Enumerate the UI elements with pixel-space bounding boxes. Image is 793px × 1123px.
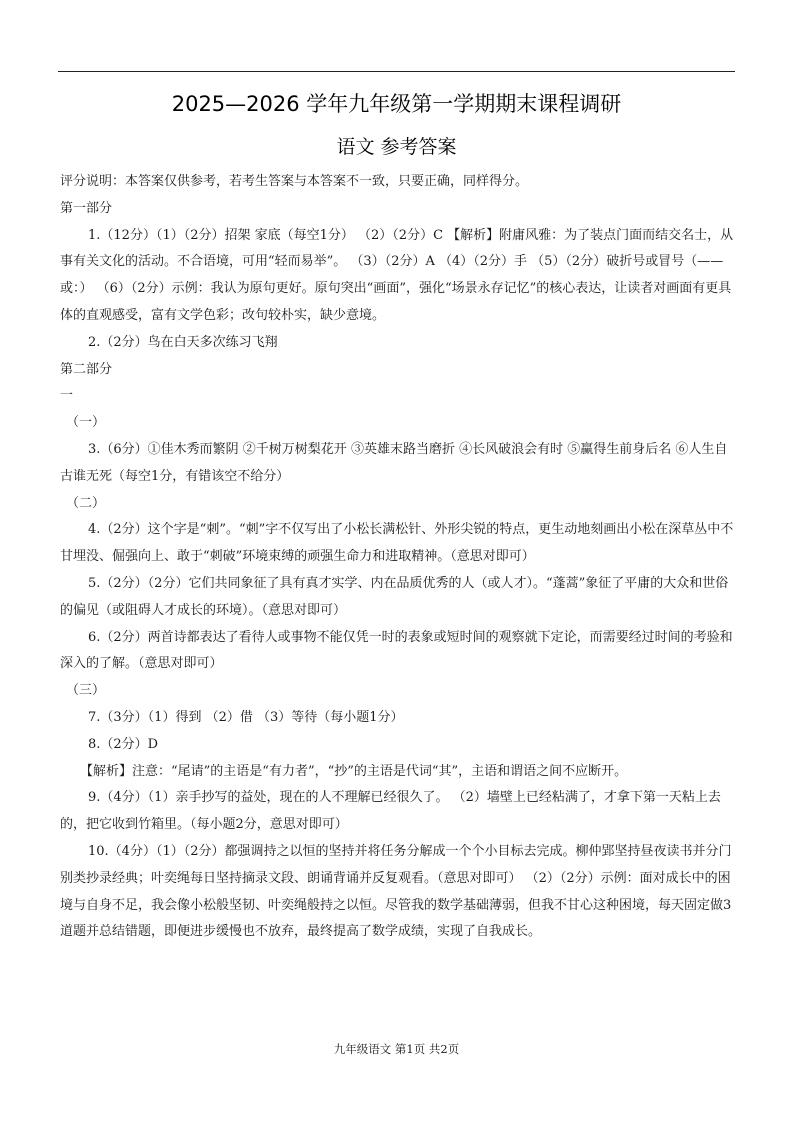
top-rule [58, 71, 735, 72]
answer-q6: 6.（2分）两首诗都表达了看待人或事物不能仅凭一时的表象或短时间的观察就下定论，而需要经过时间的考验和深入的了解。（意思对即可） [60, 629, 733, 672]
answer-q5: 5.（2分）（2分）它们共同象征了具有真才实学、内在品质优秀的人（或人才）。“蓬蒿”象征了平庸的大众和世俗的偏见（或阻碍人才成长的环境）。（意思对即可） [60, 575, 729, 618]
scoring-note: 评分说明：本答案仅供参考，若考生答案与本答案不一致，只要正确，同样得分。 [60, 174, 529, 189]
answer-q3: 3.（6分）①佳木秀而繁阴 ②千树万树梨花开 ③英雄末路当磨折 ④长风破浪会有时 ⑤赢得生前身后名 ⑥人生自古谁无死（每空1分，有错该空不给分） [60, 441, 728, 484]
answer-q1: 1.（12分）（1）（2分）招架 家底（每空1分） （2）（2分）C 【解析】附庸风雅：为了装点门面而结交名士，从事有关文化的活动。不合语境，可用“轻而易举”。 （3）（2分）A （4）（2分）手 （5）（2分）破折号或冒号（——或：） （6）（2分）示例：我认为原句更好。原句突出“画面”，强化“场景永存记忆”的核心表达，让读者对画面有更具体的直观感受，富有文学色彩；改句较朴实，缺少意境。 [60, 227, 734, 323]
subsection-1-heading: （一） [66, 415, 106, 431]
part2-heading: 第二部分 [60, 361, 113, 377]
answer-q9: 9.（4分）（1）亲手抄写的益处，现在的人不理解已经很久了。 （2）墙壁上已经粘满了，才拿下第一天粘上去的，把它收到竹箱里。（每小题2分，意思对即可） [60, 790, 721, 833]
answer-q7: 7.（3分）（1）得到 （2）借 （3）等待（每小题1分） [88, 709, 404, 725]
answer-q4: 4.（2分）这个字是“刺”。“刺”字不仅写出了小松长满松针、外形尖锐的特点，更生动地刻画出小松在深草丛中不甘埋没、倔强向上、敢于“刺破”环境束缚的顽强生命力和进取精神。（意思对即可） [60, 522, 734, 565]
subsection-2-heading: （二） [66, 495, 106, 511]
answer-body [60, 169, 738, 946]
answer-q2: 2.（2分）鸟在白天多次练习飞翔 [88, 334, 278, 350]
answer-q8: 8.（2分）D [88, 736, 159, 752]
page-subtitle: 语文 参考答案 [336, 136, 457, 158]
section-one-heading: 一 [60, 388, 74, 404]
part1-heading: 第一部分 [60, 200, 113, 216]
answer-q8-analysis: 【解析】注意：“尾请”的主语是“有力者”，“抄”的主语是代词“其”，主语和谓语之间不应断开。 [80, 763, 628, 779]
subsection-3-heading: （三） [66, 683, 106, 699]
page-title: 2025—2026 学年九年级第一学期期末课程调研 [171, 92, 622, 116]
answer-q10: 10.（4分）（1）（2分）都强调持之以恒的坚持并将任务分解成一个个小目标去完成。柳仲郢坚持昼夜读书并分门别类抄录经典；叶奕绳每日坚持摘录文段、朗诵背诵并反复观看。（意思对即可） （2）（2分）示例：面对成长中的困境与自身不足，我会像小松般坚韧、叶奕绳般持之以恒。尽管我的数学基础薄弱，但我不甘心这种困境，每天固定做3道题并总结错题，即便进步缓慢也不放弃，最终提高了数学成绩，实现了自我成长。 [60, 843, 732, 940]
page-footer: 九年级语文 第1页 共2页 [333, 1042, 460, 1056]
